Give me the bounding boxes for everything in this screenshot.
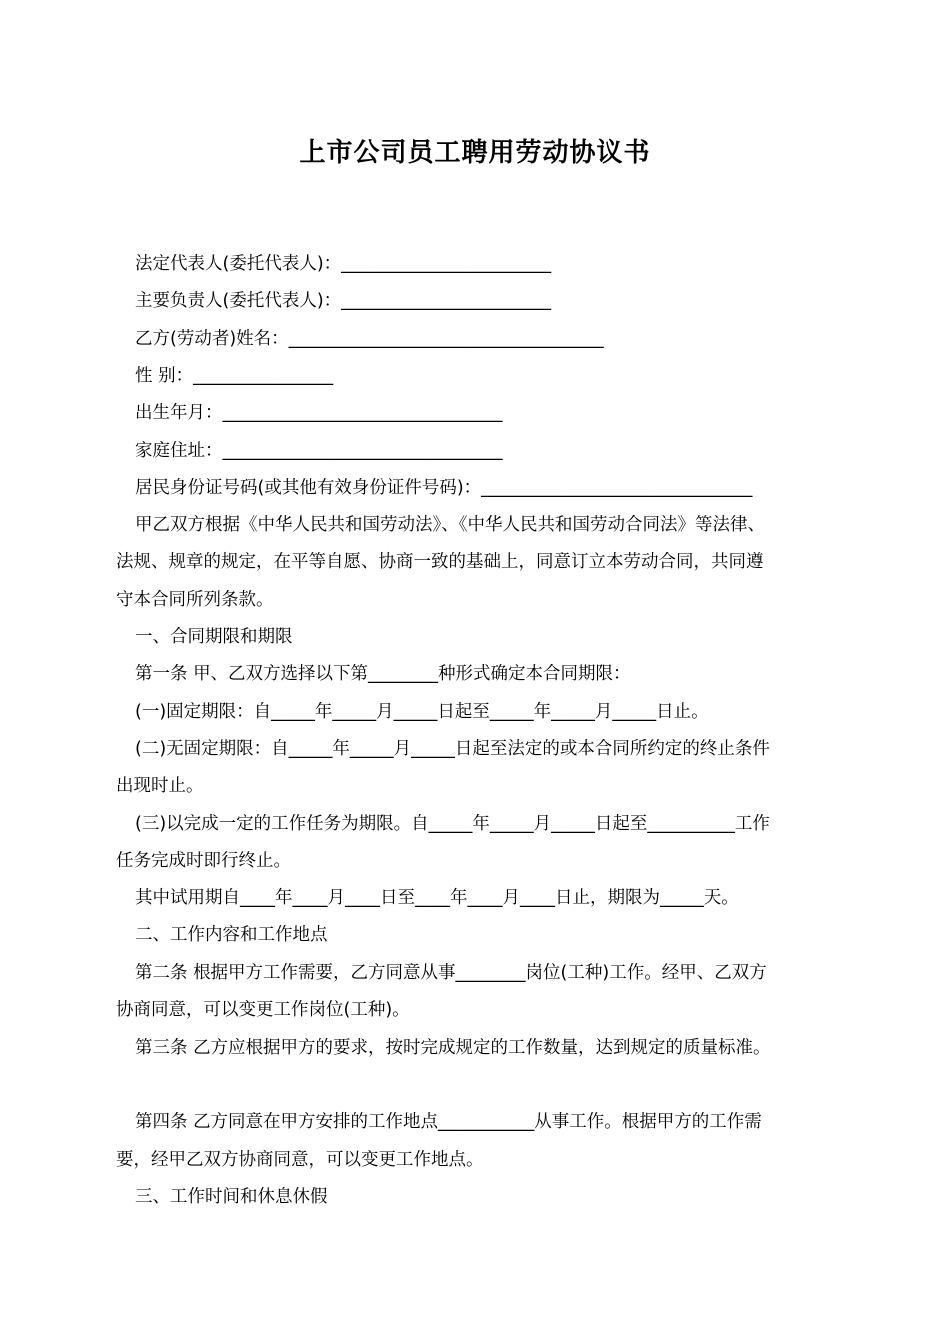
term-fixed: (一)固定期限：自_____年_____月_____日起至_____年_____月_____日止。 bbox=[135, 702, 709, 722]
article-2-cont: 协商同意，可以变更工作岗位(工种)。 bbox=[116, 1000, 410, 1020]
paragraph-intro: 甲乙双方根据《中华人民共和国劳动法》、《中华人民共和国劳动合同法》等法律、 bbox=[135, 515, 765, 535]
probation-period: 其中试用期自____年____月____日至____年____月____日止，期限为_____天。 bbox=[135, 888, 739, 908]
field-home-address: 家庭住址：________________________________ bbox=[135, 441, 503, 461]
article-2: 第二条 根据甲方工作需要，乙方同意从事________岗位(工种)工作。经甲、乙双方 bbox=[135, 963, 767, 983]
term-task-cont: 任务完成时即行终止。 bbox=[116, 851, 291, 871]
article-3: 第三条 乙方应根据甲方的要求，按时完成规定的工作数量，达到规定的质量标准。 bbox=[135, 1038, 771, 1058]
term-task: (三)以完成一定的工作任务为期限。自_____年_____月_____日起至__________工作 bbox=[135, 814, 770, 834]
field-gender: 性 别：________________ bbox=[135, 366, 334, 386]
article-1: 第一条 甲、乙双方选择以下第________种形式确定本合同期限： bbox=[135, 664, 631, 684]
section-heading-1: 一、合同期限和期限 bbox=[135, 627, 293, 647]
field-principal: 主要负责人(委托代表人)：________________________ bbox=[135, 291, 552, 311]
document-title: 上市公司员工聘用劳动协议书 bbox=[299, 138, 651, 168]
field-employee-name: 乙方(劳动者)姓名：____________________________________ bbox=[135, 329, 604, 349]
paragraph-intro-end: 守本合同所列条款。 bbox=[116, 590, 274, 610]
section-heading-3: 三、工作时间和休息休假 bbox=[135, 1187, 328, 1207]
section-heading-2: 二、工作内容和工作地点 bbox=[135, 925, 328, 945]
term-open-cont: 出现时止。 bbox=[116, 776, 204, 796]
field-id-number: 居民身份证号码(或其他有效身份证件号码)：_______________________________ bbox=[135, 478, 753, 498]
field-birth-date: 出生年月：________________________________ bbox=[135, 403, 503, 423]
article-4: 第四条 乙方同意在甲方安排的工作地点___________从事工作。根据甲方的工作需 bbox=[135, 1112, 762, 1132]
field-legal-representative: 法定代表人(委托代表人)：________________________ bbox=[135, 254, 552, 274]
article-4-cont: 要，经甲乙双方协商同意，可以变更工作地点。 bbox=[116, 1150, 484, 1170]
term-open: (二)无固定期限：自_____年_____月_____日起至法定的或本合同所约定的终止条件 bbox=[135, 739, 770, 759]
paragraph-intro-cont: 法规、规章的规定，在平等自愿、协商一致的基础上，同意订立本劳动合同，共同遵 bbox=[116, 552, 764, 572]
